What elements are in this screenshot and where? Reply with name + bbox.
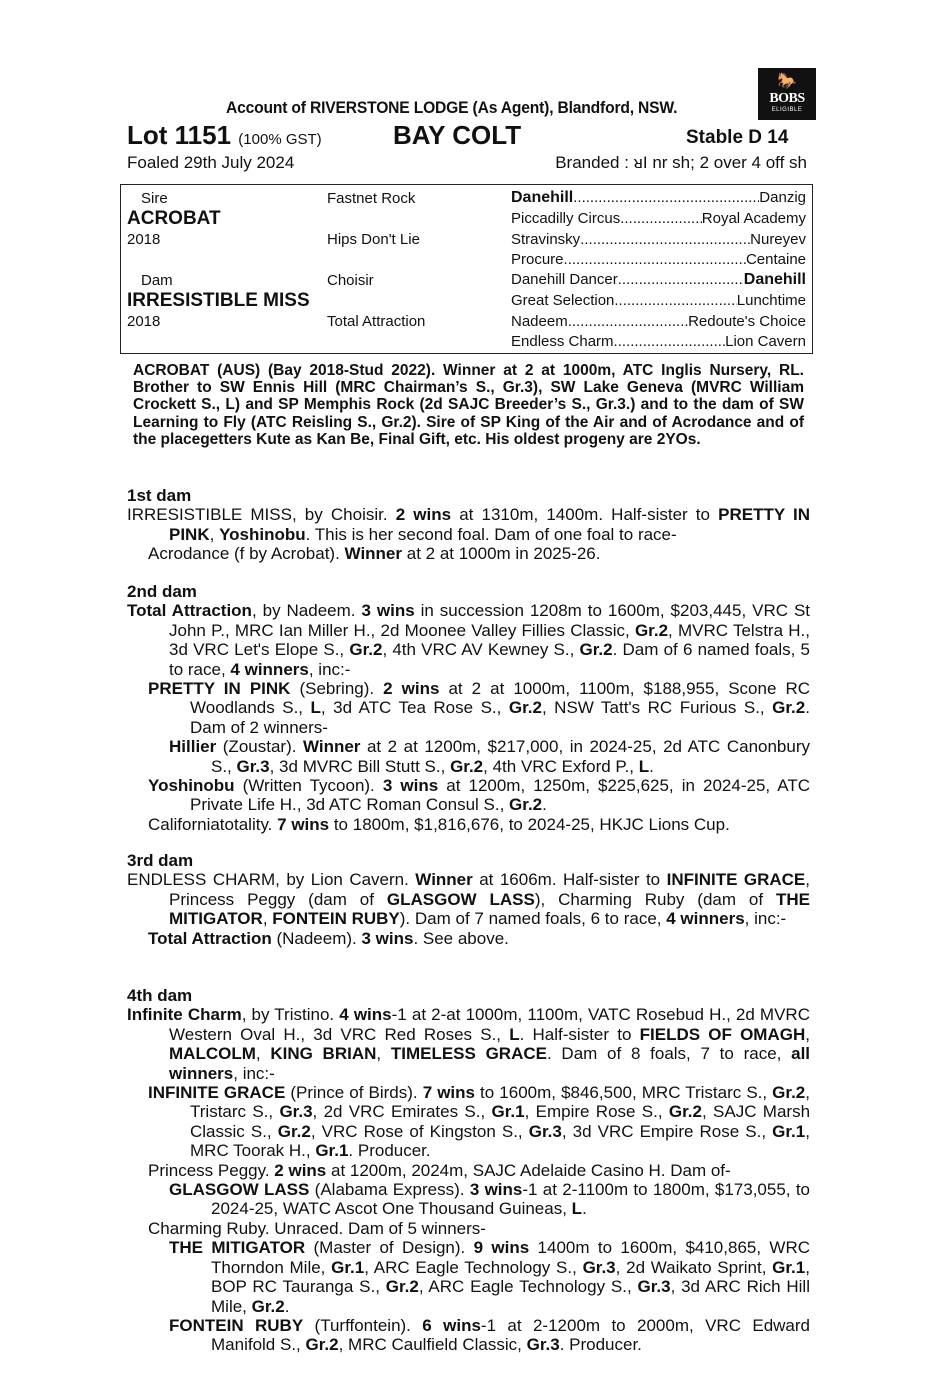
grandparent-row: Great Selection ..... Lunchtime (511, 292, 806, 309)
dam-paragraph: IRRESISTIBLE MISS, by Choisir. 2 wins at 1310m, 1400m. Half-sister to PRETTY IN PINK, Yoshinobu. This is her second foal. Dam of one foal to race- (127, 505, 811, 544)
progeny-entry: Charming Ruby. Unraced. Dam of 5 winners- (148, 1218, 486, 1238)
brand-mark-icon: ᴚI (633, 153, 648, 172)
grandparent-row: Danehill Dancer ..... Danehill (511, 271, 806, 289)
progeny-entry: Hillier (Zoustar). Winner at 2 at 1200m, $217,000, in 2024-25, 2d ATC Canonbury S., Gr.3, 3d MVRC Bill Stutt S., Gr.2, 4th VRC Exford P., L. (169, 737, 810, 776)
third-dam-section (127, 851, 810, 948)
section-heading: 1st dam (127, 486, 192, 505)
dam-name: IRRESISTIBLE MISS (127, 290, 310, 311)
fourth-dam-section (127, 986, 810, 1355)
progeny-entry: Princess Peggy. 2 wins at 1200m, 2024m, SAJC Adelaide Casino H. Dam of- (148, 1160, 731, 1180)
progeny-entry: INFINITE GRACE (Prince of Birds). 7 wins to 1600m, $846,500, MRC Tristarc S., Gr.2, Tristarc S., Gr.3, 2d VRC Emirates S., Gr.1, Empire Rose S., Gr.2, SAJC Marsh Classic S., Gr.2, VRC Rose of Kingston S., Gr.3, 3d VRC Empire Rose S., Gr.1, MRC Toorak H., Gr.1. Producer. (148, 1083, 811, 1161)
dam-paragraph: Infinite Charm, by Tristino. 4 wins-1 at 2-at 1000m, 1100m, VATC Rosebud H., 2d MVRC Western Oval H., 3d VRC Red Roses S., L. Half-sister to FIELDS OF OMAGH, MALCOLM, KING BRIAN, TIMELESS GRACE. Dam of 8 foals, 7 to race, all winners, inc:- (127, 1005, 811, 1083)
progeny-entry: Acrodance (f by Acrobat). Winner at 2 at 1000m in 2025-26. (148, 544, 601, 564)
horse-sex-colour: BAY COLT (393, 120, 522, 150)
vendor-account: Account of RIVERSTONE LODGE (As Agent), Blandford, NSW. (226, 98, 678, 117)
bobs-eligible-logo: 🐎 BOBS ELIGIBLE (758, 68, 816, 120)
progeny-entry: GLASGOW LASS (Alabama Express). 3 wins-1 at 2-1100m to 1800m, $173,055, to 2024-25, WATC Ascot One Thousand Guineas, L. (169, 1180, 810, 1219)
sire-sire: Fastnet Rock (327, 190, 416, 207)
dam-dam: Total Attraction (327, 313, 426, 330)
brand-description: Branded : ᴚI nr sh; 2 over 4 off sh (555, 153, 807, 172)
dam-sire: Choisir (327, 272, 374, 289)
grandparent-row: Danehill ..... Danzig (511, 189, 806, 207)
pedigree-table (120, 184, 813, 354)
gst-note: (100% GST) (238, 131, 322, 148)
foaled-date: Foaled 29th July 2024 (127, 153, 295, 172)
sire-year: 2018 (127, 231, 161, 248)
section-heading: 3rd dam (127, 851, 194, 870)
sire-name: ACROBAT (127, 208, 221, 229)
stable-location: Stable D 14 (686, 127, 789, 148)
grandparent-row: Nadeem ..... Redoute's Choice (511, 313, 806, 330)
section-heading: 2nd dam (127, 582, 197, 601)
progeny-entry: PRETTY IN PINK (Sebring). 2 wins at 2 at 1000m, 1100m, $188,955, Scone RC Woodlands S., L, 3d ATC Tea Rose S., Gr.2, NSW Tatt's RC Furious S., Gr.2. Dam of 2 winners- (148, 679, 810, 737)
sire-label: Sire (141, 190, 168, 207)
grandparent-row: Piccadilly Circus ..... Royal Academy (511, 210, 806, 227)
dam-paragraph: ENDLESS CHARM, by Lion Cavern. Winner at 1606m. Half-sister to INFINITE GRACE, Princess Peggy (dam of GLASGOW LASS), Charming Ruby (dam of THE MITIGATOR, FONTEIN RUBY). Dam of 7 named foals, 6 to race, 4 winners, inc:- (127, 870, 811, 929)
grandparent-row: Stravinsky ..... Nureyev (511, 231, 806, 248)
progeny-entry: Yoshinobu (Written Tycoon). 3 wins at 1200m, 1250m, $225,625, in 2024-25, ATC Private Life H., 3d ATC Roman Consul S., Gr.2. (148, 776, 811, 815)
section-heading: 4th dam (127, 986, 193, 1005)
progeny-entry: Californiatotality. 7 wins to 1800m, $1,816,676, to 2024-25, HKJC Lions Cup. (148, 814, 730, 834)
first-dam-section (127, 486, 810, 564)
lot-number: Lot 1151 (100% GST) (127, 120, 322, 150)
dam-paragraph: Total Attraction, by Nadeem. 3 wins in succession 1208m to 1600m, $203,445, VRC St John P., MRC Ian Miller H., 2d Moonee Valley Fillies Classic, Gr.2, MVRC Telstra H., 3d VRC Let's Elope S., Gr.2, 4th VRC AV Kewney S., Gr.2. Dam of 6 named foals, 5 to race, 4 winners, inc:- (127, 601, 811, 679)
horse-icon: 🐎 (777, 73, 797, 90)
grandparent-row: Procure ..... Centaine (511, 251, 806, 268)
progeny-entry: THE MITIGATOR (Master of Design). 9 wins 1400m to 1600m, $410,865, WRC Thorndon Mile, Gr.1, ARC Eagle Technology S., Gr.3, 2d Waikato Sprint, Gr.1, BOP RC Tauranga S., Gr.2, ARC Eagle Technology S., Gr.3, 3d ARC Rich Hill Mile, Gr.2. (169, 1238, 811, 1316)
sire-summary: ACROBAT (AUS) (Bay 2018-Stud 2022). Winner at 2 at 1000m, ATC Inglis Nursery, RL. Brother to SW Ennis Hill (MRC Chairman’s S., Gr.3), SW Lake Geneva (MVRC William Crockett S., L) and SP Memphis Rock (2d SAJC Breeder’s S., Gr.3.) and to the dam of SW Learning to Fly (ATC Reisling S., Gr.2). Sire of SP King of the Air and of Acrodance and of the placegetters Kute as Kan Be, Final Gift, etc. His oldest progeny are 2YOs. (133, 362, 804, 448)
sire-dam: Hips Don't Lie (327, 231, 420, 248)
dam-year: 2018 (127, 313, 161, 330)
dam-label: Dam (141, 272, 173, 289)
progeny-entry: FONTEIN RUBY (Turffontein). 6 wins-1 at 2-1200m to 2000m, VRC Edward Manifold S., Gr.2, MRC Caulfield Classic, Gr.3. Producer. (169, 1315, 810, 1355)
second-dam-section (127, 582, 810, 834)
progeny-entry: Total Attraction (Nadeem). 3 wins. See above. (148, 928, 509, 948)
grandparent-row: Endless Charm ..... Lion Cavern (511, 333, 806, 350)
